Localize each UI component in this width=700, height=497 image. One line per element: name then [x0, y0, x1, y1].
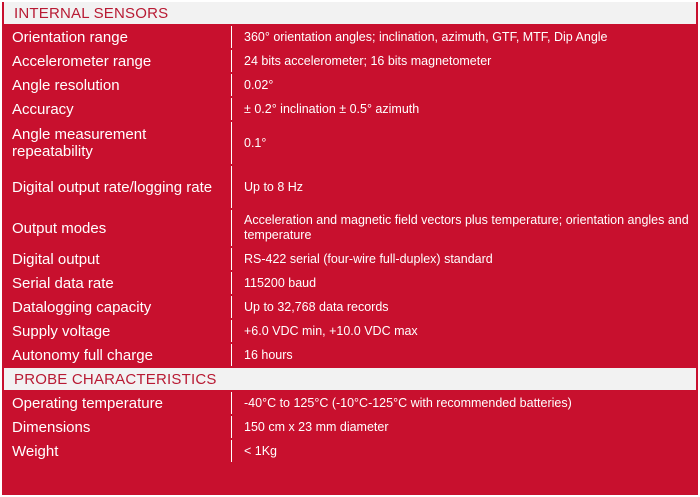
row-label: Digital output rate/logging rate — [4, 166, 232, 208]
row-value: ± 0.2° inclination ± 0.5° azimuth — [234, 98, 696, 120]
table-row — [4, 98, 696, 120]
row-value: 115200 baud — [234, 272, 696, 294]
section-title: PROBE CHARACTERISTICS — [14, 370, 217, 388]
row-label: Accuracy — [4, 98, 232, 120]
row-label: Serial data rate — [4, 272, 232, 294]
row-value: 360° orientation angles; inclination, azimuth, GTF, MTF, Dip Angle — [234, 26, 696, 48]
row-label: Accelerometer range — [4, 50, 232, 72]
table-row — [4, 26, 696, 48]
row-value: 24 bits accelerometer; 16 bits magnetometer — [234, 50, 696, 72]
table-row — [4, 50, 696, 72]
row-label: Orientation range — [4, 26, 232, 48]
section-header-internal-sensors — [4, 2, 696, 24]
row-value: Up to 8 Hz — [234, 166, 696, 208]
table-row — [4, 320, 696, 342]
row-value: 16 hours — [234, 344, 696, 366]
row-value: +6.0 VDC min, +10.0 VDC max — [234, 320, 696, 342]
row-label: Autonomy full charge — [4, 344, 232, 366]
section-title: INTERNAL SENSORS — [14, 4, 169, 22]
row-value: 0.02° — [234, 74, 696, 96]
table-row — [4, 248, 696, 270]
row-value: Acceleration and magnetic field vectors plus temperature; orientation angles and temperature — [234, 210, 696, 246]
row-value: -40°C to 125°C (-10°C-125°C with recommended batteries) — [234, 392, 696, 414]
section-header-probe-characteristics — [4, 368, 696, 390]
row-label: Output modes — [4, 210, 232, 246]
row-label: Datalogging capacity — [4, 296, 232, 318]
row-label: Supply voltage — [4, 320, 232, 342]
table-row — [4, 74, 696, 96]
spec-table — [2, 2, 698, 495]
table-row — [4, 166, 696, 208]
table-row — [4, 210, 696, 246]
table-row — [4, 392, 696, 414]
row-label: Dimensions — [4, 416, 232, 438]
row-value: < 1Kg — [234, 440, 696, 462]
row-label: Angle measurement repeatability — [4, 122, 232, 164]
row-label: Digital output — [4, 248, 232, 270]
table-row — [4, 296, 696, 318]
row-value: 0.1° — [234, 122, 696, 164]
table-row — [4, 440, 696, 462]
row-label: Weight — [4, 440, 232, 462]
table-row — [4, 416, 696, 438]
row-value: Up to 32,768 data records — [234, 296, 696, 318]
row-label: Operating temperature — [4, 392, 232, 414]
table-row — [4, 122, 696, 164]
row-label: Angle resolution — [4, 74, 232, 96]
table-row — [4, 272, 696, 294]
row-value: RS-422 serial (four-wire full-duplex) standard — [234, 248, 696, 270]
table-row — [4, 344, 696, 366]
row-value: 150 cm x 23 mm diameter — [234, 416, 696, 438]
